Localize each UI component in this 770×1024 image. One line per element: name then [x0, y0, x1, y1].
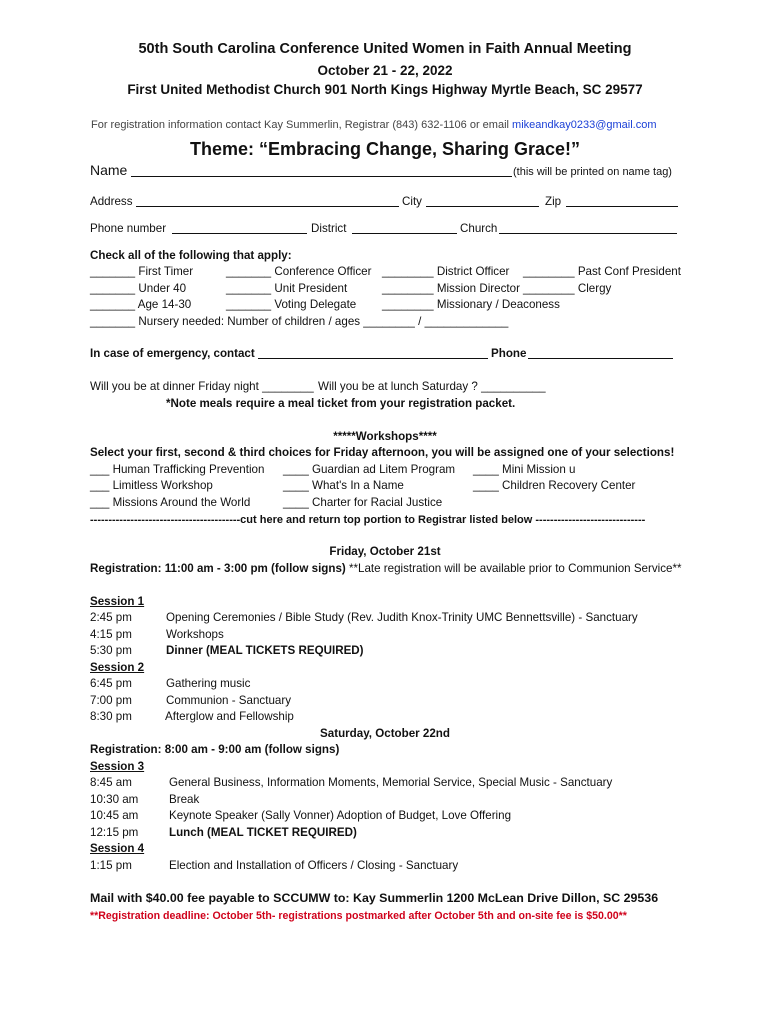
schedule-desc: Dinner (MEAL TICKETS REQUIRED)	[166, 644, 364, 657]
option-district-officer[interactable]	[382, 265, 509, 279]
check-heading: Check all of the following that apply:	[90, 249, 292, 262]
emergency-phone-label: Phone	[491, 347, 527, 360]
option-label: Mission Director	[436, 282, 520, 295]
session-2-label: Session 2	[90, 661, 145, 674]
workshops-instructions: Select your first, second & third choices for Friday afternoon, you will be assigned one of your selections!	[90, 446, 675, 459]
event-dates: October 21 - 22, 2022	[317, 63, 453, 78]
dinner-question-text: Will you be at dinner Friday night	[90, 380, 259, 393]
workshop-choice-blank[interactable]: ____	[283, 479, 309, 492]
lunch-question-text: Will you be at lunch Saturday ?	[318, 380, 478, 393]
emergency-phone-field[interactable]	[528, 358, 673, 359]
workshop-choice-blank[interactable]: ___	[90, 463, 110, 476]
workshop-choice-blank[interactable]: ____	[473, 479, 499, 492]
name-note: (this will be printed on name tag)	[513, 166, 672, 178]
schedule-desc: Election and Installation of Officers / Closing - Sanctuary	[169, 859, 459, 872]
saturday-registration: Registration: 8:00 am - 9:00 am (follow signs)	[90, 743, 340, 756]
workshop-children-recovery[interactable]	[473, 479, 635, 493]
name-label: Name	[90, 162, 128, 178]
checkbox-blank[interactable]: _______	[90, 265, 136, 278]
checkbox-blank[interactable]: ________	[382, 282, 434, 295]
option-label: Age 14-30	[137, 298, 192, 311]
schedule-time: 8:30 pm	[90, 710, 132, 723]
schedule-desc: Afterglow and Fellowship	[165, 710, 294, 723]
name-field[interactable]	[131, 176, 512, 177]
dinner-answer-field[interactable]: ________	[262, 380, 314, 393]
workshops-heading: *****Workshops****	[333, 430, 437, 443]
option-label: Under 40	[138, 282, 187, 295]
workshop-guardian-ad-litem[interactable]	[283, 463, 455, 477]
checkbox-blank[interactable]: ________	[382, 298, 434, 311]
workshop-label: Charter for Racial Justice	[312, 496, 443, 509]
option-mission-director[interactable]	[382, 282, 520, 296]
city-label: City	[402, 195, 422, 208]
address-label: Address	[90, 195, 133, 208]
schedule-desc: General Business, Information Moments, Memorial Service, Special Music - Sanctuary	[169, 776, 613, 789]
checkbox-blank[interactable]: _______	[90, 298, 136, 311]
option-label: First Timer	[138, 265, 194, 278]
option-label: Voting Delegate	[274, 298, 357, 311]
workshop-label: Guardian ad Litem Program	[312, 463, 456, 476]
schedule-time: 4:15 pm	[90, 628, 132, 641]
late-registration-note: **Late registration will be available prior to Communion Service**	[345, 562, 682, 575]
schedule-time: 6:45 pm	[90, 677, 132, 690]
option-voting-delegate[interactable]	[226, 298, 356, 312]
option-label: Conference Officer	[274, 265, 372, 278]
workshop-label: Limitless Workshop	[112, 479, 213, 492]
option-label: Unit President	[274, 282, 348, 295]
checkbox-blank[interactable]: ________	[523, 282, 575, 295]
checkbox-blank[interactable]: ________	[382, 265, 434, 278]
option-clergy[interactable]	[523, 282, 611, 296]
checkbox-blank[interactable]: _______	[90, 315, 136, 328]
dinner-question	[90, 380, 314, 394]
workshop-limitless[interactable]	[90, 479, 213, 493]
session-1-label: Session 1	[90, 595, 145, 608]
district-field[interactable]	[352, 233, 457, 234]
option-first-timer[interactable]	[90, 265, 193, 279]
schedule-time: 10:30 am	[90, 793, 139, 806]
lunch-question	[318, 380, 546, 394]
church-field[interactable]	[499, 233, 677, 234]
friday-registration	[90, 562, 682, 576]
meals-note: *Note meals require a meal ticket from your registration packet.	[166, 397, 516, 410]
option-label: Missionary / Deaconess	[436, 298, 560, 311]
checkbox-blank[interactable]: _______	[226, 298, 272, 311]
event-location: First United Methodist Church 901 North Kings Highway Myrtle Beach, SC 29577	[127, 82, 643, 97]
nursery-ages-field[interactable]: _____________	[424, 315, 509, 328]
registration-deadline: **Registration deadline: October 5th- registrations postmarked after October 5th and on-site fee is $50.00**	[90, 910, 627, 922]
option-unit-president[interactable]	[226, 282, 347, 296]
option-label: Clergy	[577, 282, 612, 295]
schedule-desc: Gathering music	[166, 677, 251, 690]
workshop-label: Children Recovery Center	[502, 479, 636, 492]
church-label: Church	[460, 222, 498, 235]
lunch-answer-field[interactable]: __________	[481, 380, 546, 393]
zip-field[interactable]	[566, 206, 678, 207]
option-conference-officer[interactable]	[226, 265, 371, 279]
schedule-desc: Break	[169, 793, 200, 806]
option-nursery[interactable]: _______ Nursery needed: Number of children / ages ________ / _____________	[90, 315, 509, 328]
schedule-time: 10:45 am	[90, 809, 139, 822]
zip-label: Zip	[545, 195, 562, 208]
checkbox-blank[interactable]: _______	[226, 282, 272, 295]
friday-heading: Friday, October 21st	[329, 545, 441, 558]
workshop-mini-mission[interactable]	[473, 463, 575, 477]
workshop-label: Missions Around the World	[112, 496, 251, 509]
nursery-count-field[interactable]: ________	[363, 315, 415, 328]
option-label: District Officer	[436, 265, 510, 278]
checkbox-blank[interactable]: _______	[90, 282, 136, 295]
option-past-conf-president[interactable]	[523, 265, 681, 279]
option-under-40[interactable]	[90, 282, 186, 296]
workshop-choice-blank[interactable]: ____	[473, 463, 499, 476]
phone-field[interactable]	[172, 233, 307, 234]
contact-email-link[interactable]: mikeandkay0233@gmail.com	[512, 119, 657, 131]
schedule-time: 12:15 pm	[90, 826, 139, 839]
schedule-time: 1:15 pm	[90, 859, 132, 872]
page-title: 50th South Carolina Conference United Women in Faith Annual Meeting	[138, 41, 632, 57]
contact-text: For registration information contact Kay Summerlin, Registrar (843) 632-1106 or email	[91, 119, 513, 131]
workshop-label: Mini Mission u	[502, 463, 576, 476]
workshop-racial-justice[interactable]	[283, 496, 442, 510]
workshop-missions-world[interactable]	[90, 496, 250, 510]
workshop-whats-in-a-name[interactable]	[283, 479, 404, 493]
schedule-desc: Workshops	[166, 628, 224, 641]
session-3-label: Session 3	[90, 760, 145, 773]
workshop-human-trafficking[interactable]	[90, 463, 264, 477]
workshop-choice-blank[interactable]: ___	[90, 479, 110, 492]
option-label: Nursery needed: Number of children / ages	[138, 315, 361, 328]
address-field[interactable]	[136, 206, 399, 207]
schedule-time: 2:45 pm	[90, 611, 132, 624]
theme-heading: Theme: “Embracing Change, Sharing Grace!”	[189, 139, 581, 159]
workshop-choice-blank[interactable]: ___	[90, 496, 110, 509]
emergency-contact-field[interactable]	[258, 358, 488, 359]
emergency-label: In case of emergency, contact	[90, 347, 255, 360]
mail-instructions: Mail with $40.00 fee payable to SCCUMW to: Kay Summerlin 1200 McLean Drive Dillon, SC 29536	[90, 891, 659, 905]
option-missionary[interactable]	[382, 298, 560, 312]
cut-line: -----------------------------------------cut here and return top portion to Registrar listed below ------------------------------	[90, 514, 646, 526]
checkbox-blank[interactable]: _______	[226, 265, 272, 278]
option-label: Past Conf President	[577, 265, 681, 278]
schedule-desc: Opening Ceremonies / Bible Study (Rev. Judith Knox-Trinity UMC Bennettsville) - Sanctuary	[166, 611, 638, 624]
saturday-heading: Saturday, October 22nd	[320, 727, 450, 740]
workshop-label: Human Trafficking Prevention	[112, 463, 265, 476]
workshop-choice-blank[interactable]: ____	[283, 496, 309, 509]
schedule-time: 7:00 pm	[90, 694, 132, 707]
session-4-label: Session 4	[90, 842, 145, 855]
workshop-label: What's In a Name	[312, 479, 404, 492]
checkbox-blank[interactable]: ________	[523, 265, 575, 278]
schedule-time: 8:45 am	[90, 776, 132, 789]
district-label: District	[311, 222, 347, 235]
schedule-time: 5:30 pm	[90, 644, 132, 657]
schedule-desc: Keynote Speaker (Sally Vonner) Adoption of Budget, Love Offering	[169, 809, 512, 822]
schedule-desc: Lunch (MEAL TICKET REQUIRED)	[169, 826, 357, 839]
option-age-14-30[interactable]	[90, 298, 191, 312]
friday-registration-time: Registration: 11:00 am - 3:00 pm (follow signs)	[90, 562, 346, 575]
city-field[interactable]	[426, 206, 539, 207]
schedule-desc: Communion - Sanctuary	[166, 694, 292, 707]
workshop-choice-blank[interactable]: ____	[283, 463, 309, 476]
registration-contact	[91, 118, 657, 132]
phone-label: Phone number	[90, 222, 167, 235]
